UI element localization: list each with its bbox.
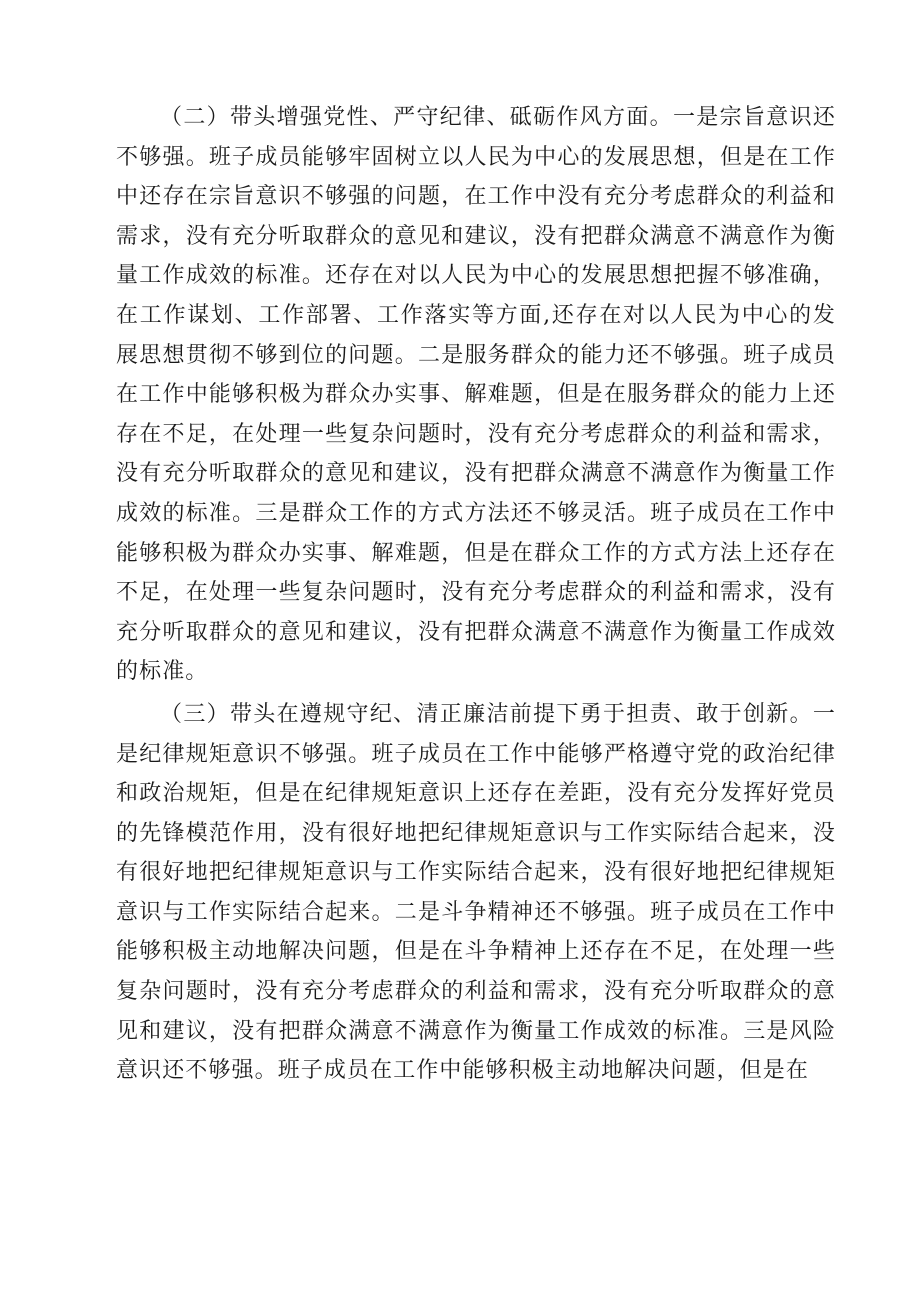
paragraph-section-two: （二）带头增强党性、严守纪律、砥砺作风方面。一是宗旨意识还不够强。班子成员能够牢固树立以人民为中心的发展思想，但是在工作中还存在宗旨意识不够强的问题，在工作中没有充分考虑群众的利益和需求，没有充分听取群众的意见和建议，没有把群众满意不满意作为衡量工作成效的标准。还存在对以人民为中心的发展思想把握不够准确，在工作谋划、工作部署、工作落实等方面,还存在对以人民为中心的发展思想贯彻不够到位的问题。二是服务群众的能力还不够强。班子成员在工作中能够积极为群众办实事、解难题，但是在服务群众的能力上还存在不足，在处理一些复杂问题时，没有充分考虑群众的利益和需求，没有充分听取群众的意见和建议，没有把群众满意不满意作为衡量工作成效的标准。三是群众工作的方式方法还不够灵活。班子成员在工作中能够积极为群众办实事、解难题，但是在群众工作的方式方法上还存在不足，在处理一些复杂问题时，没有充分考虑群众的利益和需求，没有充分听取群众的意见和建议，没有把群众满意不满意作为衡量工作成效的标准。 [116, 105, 836, 685]
paragraph-section-three: （三）带头在遵规守纪、清正廉洁前提下勇于担责、敢于创新。一是纪律规矩意识不够强。班子成员在工作中能够严格遵守党的政治纪律和政治规矩，但是在纪律规矩意识上还存在差距，没有充分发挥好党员的先锋模范作用，没有很好地把纪律规矩意识与工作实际结合起来，没有很好地把纪律规矩意识与工作实际结合起来，没有很好地把纪律规矩意识与工作实际结合起来。二是斗争精神还不够强。班子成员在工作中能够积极主动地解决问题，但是在斗争精神上还存在不足，在处理一些复杂问题时，没有充分考虑群众的利益和需求，没有充分听取群众的意见和建议，没有把群众满意不满意作为衡量工作成效的标准。三是风险意识还不够强。班子成员在工作中能够积极主动地解决问题，但是在 [116, 701, 836, 1084]
document-body [116, 98, 836, 1091]
